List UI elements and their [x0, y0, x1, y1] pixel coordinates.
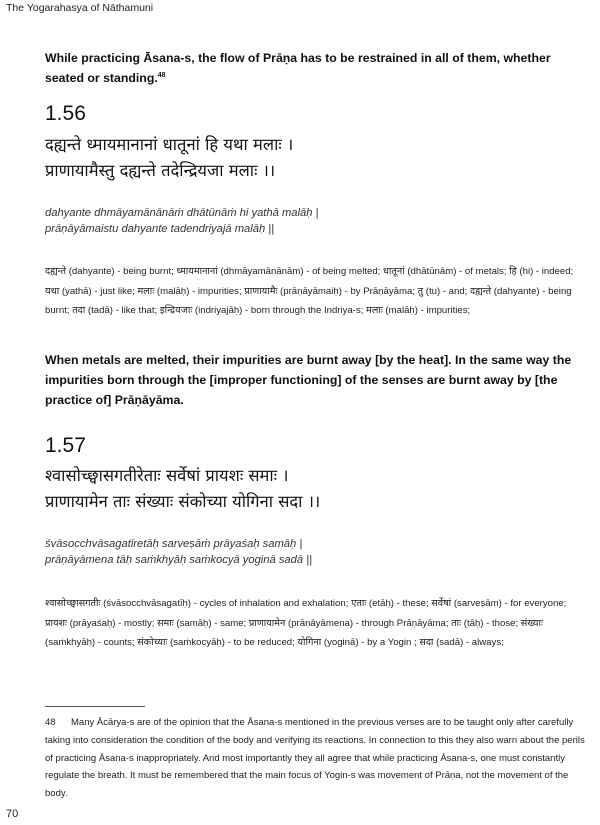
footnote-reference: 48: [157, 71, 166, 79]
verse-transliteration: [45, 536, 585, 568]
footnote-number: 48: [45, 717, 56, 728]
transliteration-line: prāṇāyāmaistu dahyante tadendriyajā malāḥ ||: [45, 223, 275, 235]
footnote-divider: [45, 706, 145, 707]
page-number: 70: [6, 808, 19, 820]
devanagari-line: श्वासोच्छ्वासगतीरेताः सर्वेषां प्रायशः समाः ।: [45, 466, 289, 485]
intro-text: While practicing Āsana-s, the flow of Prāṇa has to be restrained in all of them, whether seated or standing.: [45, 51, 551, 85]
devanagari-line: दह्यन्ते ध्मायमानानां धातूनां हि यथा मलाः ।: [45, 135, 294, 154]
devanagari-line: प्राणायामैस्तु दह्यन्ते तदेन्द्रियजा मलाः ।।: [45, 161, 276, 180]
verse-devanagari: [45, 132, 585, 184]
verse-transliteration: [45, 205, 585, 237]
word-gloss: दह्यन्ते (dahyante) - being burnt; ध्मायमानानां (dhmāyamānānām) - of being melted; धातूनां (dhātūnām) - of metals; हि (hi) - indeed; यथा (yathā) - just like; मलाः (malāḥ) - impurities; प्राणायामैः (prāṇāyāmaiḥ) - by Prāṇāyāma; तु (tu) - and; दह्यन्ते (dahyante) - being burnt; तदा (tadā) - like that; इन्द्रियजाः (indriyajāḥ) - born through the Indriya-s; मलाः (malāḥ) - impurities;: [45, 266, 574, 316]
verse-translation: When metals are melted, their impurities are burnt away [by the heat]. In the same way the impurities born through the [improper functioning] of the senses are burnt away by [the practice of] Prāṇāyāma.: [45, 353, 572, 407]
running-header: The Yogarahasya of Nāthamuni: [6, 2, 154, 14]
footnote: [45, 714, 585, 803]
transliteration-line: dahyante dhmāyamānānāṁ dhātūnāṁ hi yathā malāḥ |: [45, 207, 319, 219]
footnote-text: Many Ācārya-s are of the opinion that the Āsana-s mentioned in the previous verses are to be taught only after carefully taking into consideration the condition of the body and verifying its reactions. In connection to this they also warn about the perils of practicing Āsana-s inappropriately. And most importantly they all agree that while practicing Āsana-s, one must constantly regulate the breath. It must be remembered that the main focus of Yogin-s was movement of Prāṇa, not the movement of the body.: [45, 717, 585, 800]
verse-number: 1.57: [45, 434, 86, 457]
transliteration-line: śvāsocchvāsagatīretāḥ sarveṣāṁ prāyaśaḥ samāḥ |: [45, 538, 303, 550]
intro-paragraph: [45, 48, 585, 88]
transliteration-line: prāṇāyāmena tāḥ saṁkhyāḥ saṁkocyā yoginā sadā ||: [45, 554, 313, 566]
devanagari-line: प्राणायामेन ताः संख्याः संकोच्या योगिना सदा ।।: [45, 492, 321, 511]
word-gloss: श्वासोच्छ्वासगतीः (śvāsocchvāsagatīḥ) - cycles of inhalation and exhalation; एताः (etāḥ) - these; सर्वेषां (sarveṣām) - for everyone; प्रायशः (prāyaśaḥ) - mostly; समाः (samāḥ) - same; प्राणायामेन (prāṇāyāmena) - through Prāṇāyāma; ताः (tāḥ) - those; संख्याः (saṁkhyāḥ) - counts; संकोच्याः (saṁkocyāḥ) - to be reduced; योगिना (yoginā) - by a Yogin ; सदा (sadā) - always;: [45, 598, 567, 648]
verse-devanagari: [45, 463, 585, 515]
verse-number: 1.56: [45, 102, 86, 125]
